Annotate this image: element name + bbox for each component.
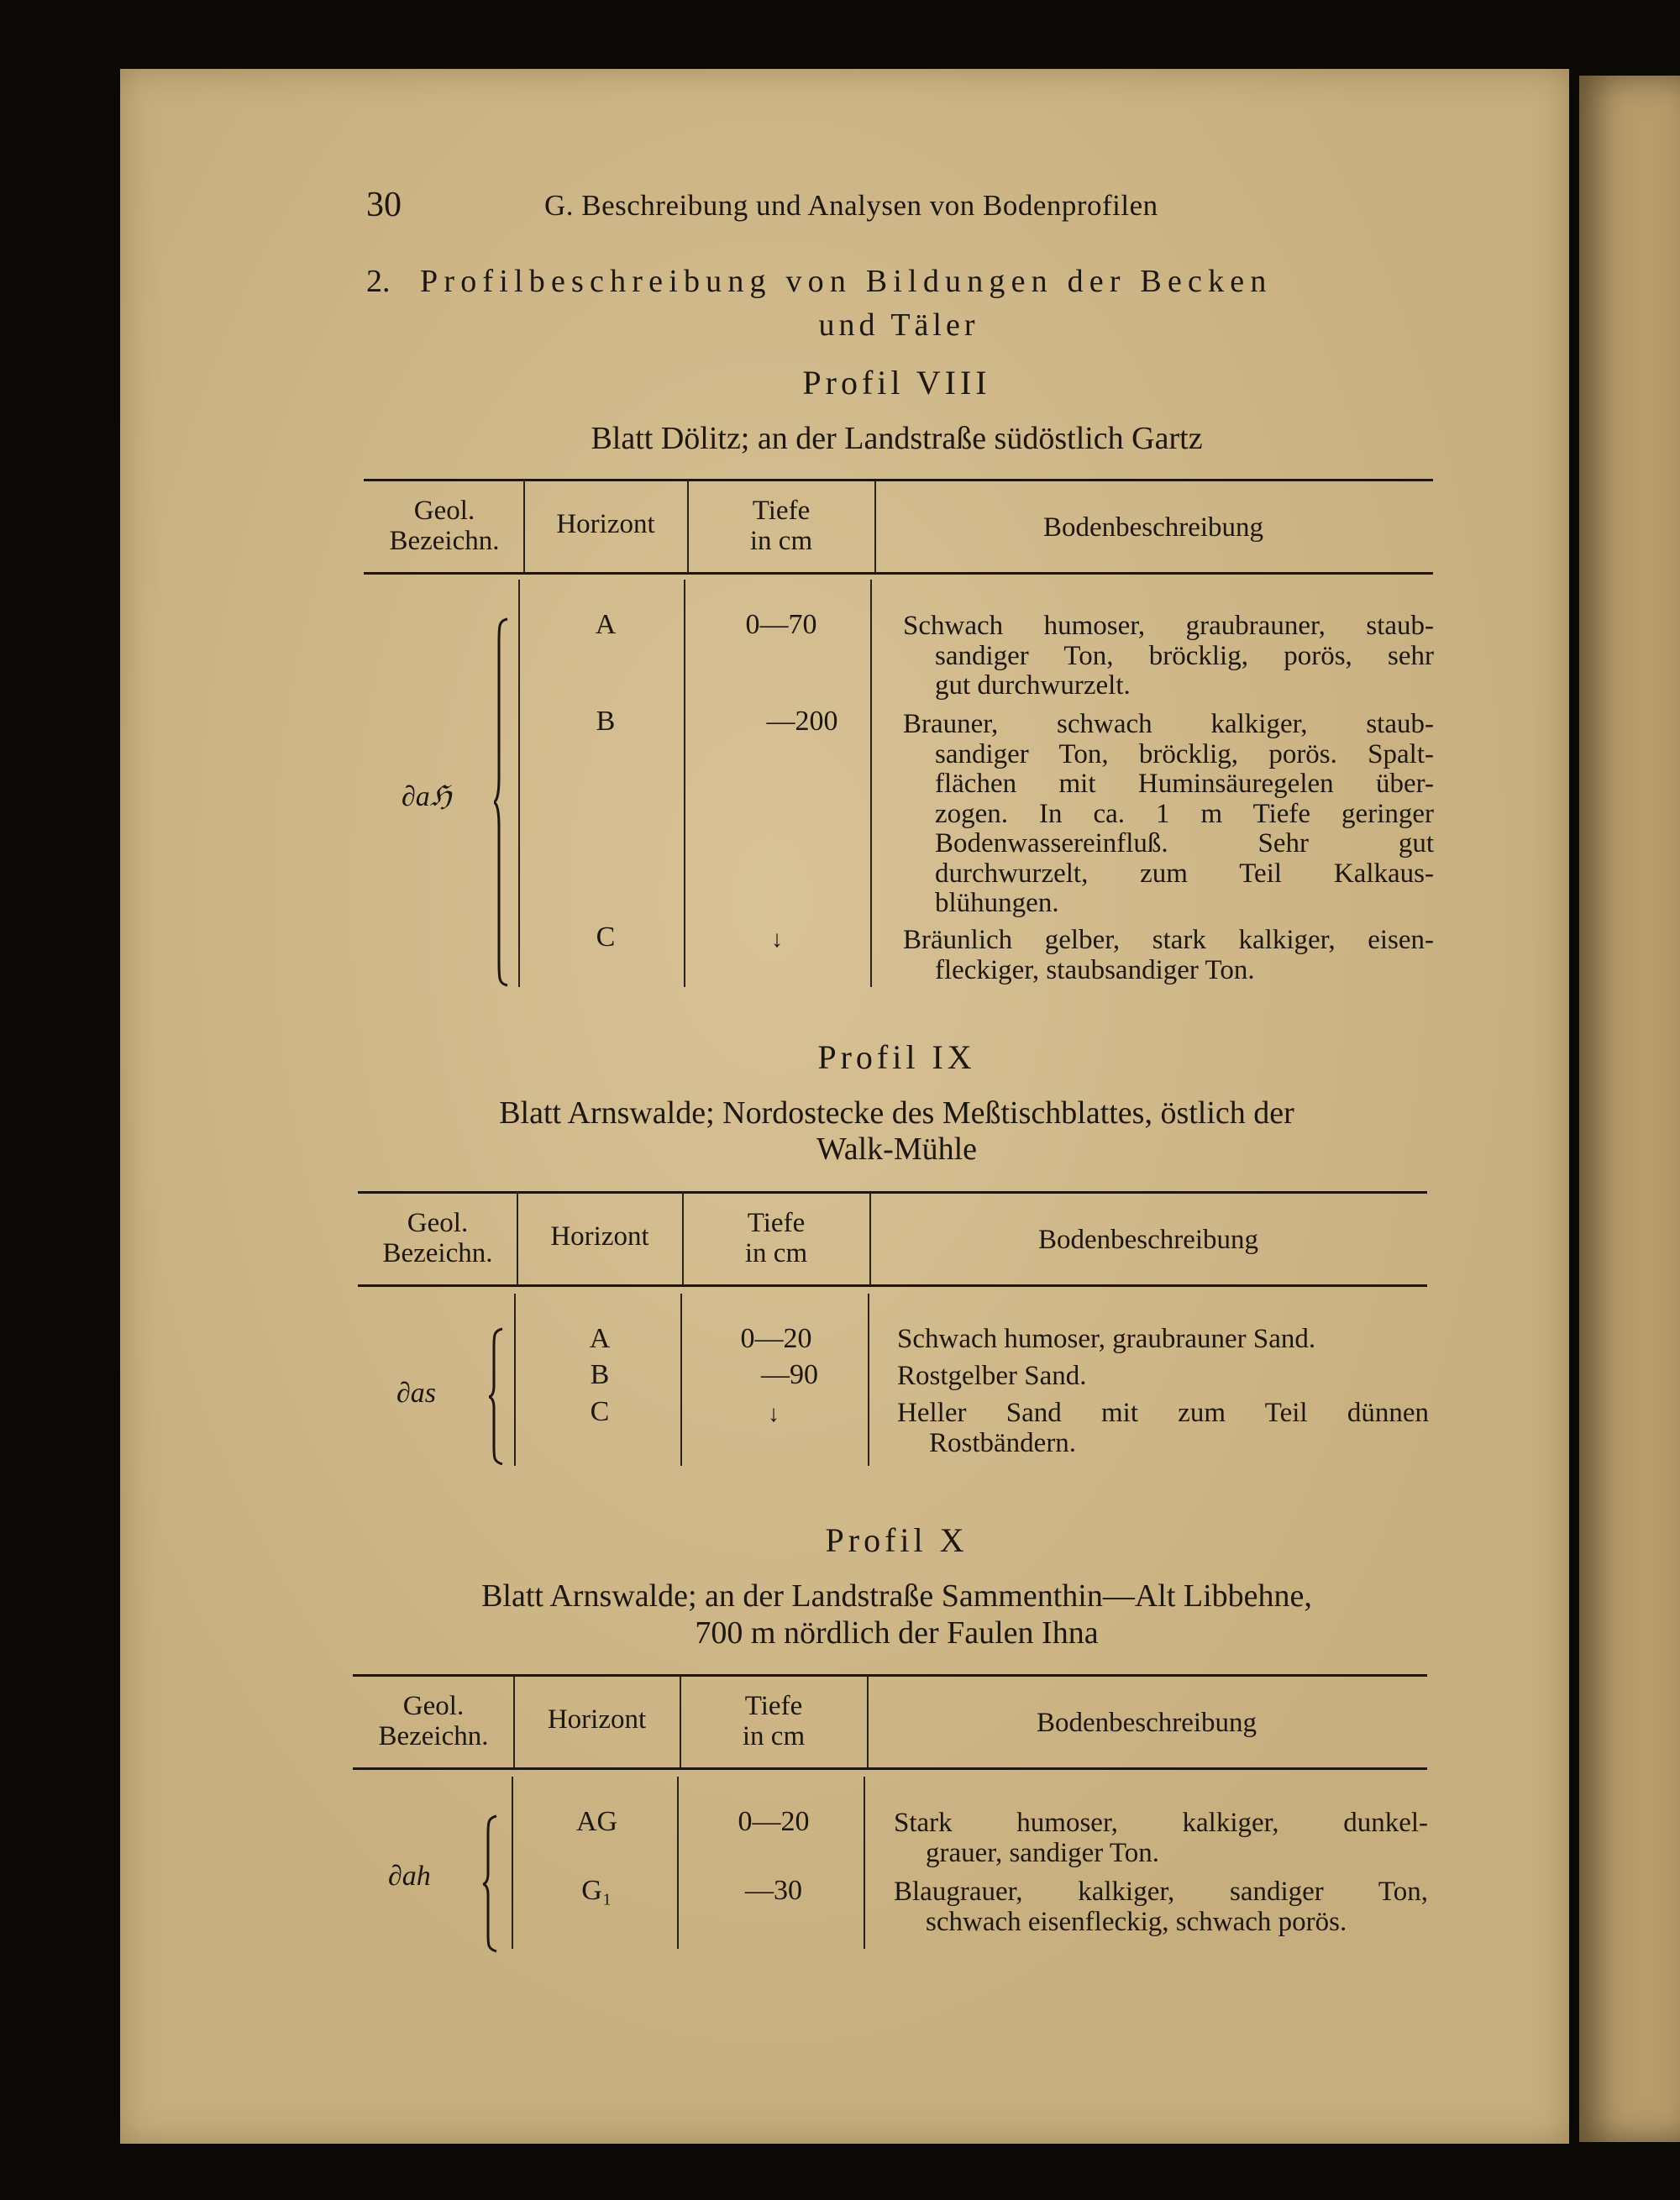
header-horizont: Horizont bbox=[547, 1704, 647, 1735]
horizont-cell: C bbox=[596, 921, 616, 953]
profile-title: Profil VIII bbox=[802, 364, 991, 402]
soil-description: Rostgelber Sand. bbox=[897, 1361, 1087, 1391]
header-geol: Geol. Bezeichn. bbox=[378, 1691, 489, 1751]
header-tiefe: Tiefe in cm bbox=[744, 1208, 808, 1268]
header-bodenbeschreibung: Bodenbeschreibung bbox=[1042, 512, 1264, 543]
horizont-cell: B bbox=[590, 1359, 610, 1390]
header-tiefe: Tiefe in cm bbox=[742, 1691, 806, 1751]
tiefe-cell: 0—70 bbox=[745, 609, 817, 640]
horizont-cell: A bbox=[595, 609, 617, 640]
soil-description: Stark humoser, kalkiger, dunkel- grauer, sandiger Ton. bbox=[894, 1808, 1428, 1868]
profile-location: Blatt Arnswalde; Nordostecke des Meßtischblattes, östlich der bbox=[499, 1095, 1294, 1131]
header-tiefe: Tiefe in cm bbox=[749, 496, 813, 556]
column-divider bbox=[864, 1777, 865, 1949]
tiefe-cell: —90 bbox=[761, 1359, 818, 1390]
soil-description: Bräunlich gelber, stark kalkiger, eisen- fleckiger, staubsandiger Ton. bbox=[903, 925, 1434, 985]
header-geol: Geol. Bezeichn. bbox=[382, 1208, 493, 1268]
tiefe-cell: 0—20 bbox=[738, 1806, 810, 1837]
horizont-cell: B bbox=[596, 706, 616, 737]
header-geol: Geol. Bezeichn. bbox=[389, 496, 500, 556]
profile-location: Blatt Dölitz; an der Landstraße südöstlich Gartz bbox=[591, 421, 1203, 456]
header-bodenbeschreibung: Bodenbeschreibung bbox=[1036, 1708, 1257, 1738]
tiefe-cell: —30 bbox=[745, 1875, 802, 1906]
soil-description: Blaugrauer, kalkiger, sandiger Ton, schwach eisenfleckig, schwach porös. bbox=[894, 1877, 1428, 1937]
column-divider bbox=[512, 1777, 513, 1949]
geol-symbol: ∂ah bbox=[388, 1861, 431, 1892]
horizont-cell: G₁ bbox=[581, 1875, 612, 1906]
column-divider bbox=[518, 580, 520, 987]
horizont-cell: AG bbox=[575, 1806, 618, 1837]
curly-brace bbox=[494, 617, 511, 987]
profile-title: Profil IX bbox=[817, 1038, 976, 1076]
running-head: G. Beschreibung und Analysen von Bodenprofilen bbox=[544, 189, 1158, 222]
arrow-down-icon: ↓ bbox=[771, 927, 783, 953]
tiefe-cell: —200 bbox=[766, 706, 838, 737]
header-horizont: Horizont bbox=[556, 509, 655, 539]
section-title-line1: Profilbeschreibung von Bildungen der Becken bbox=[420, 264, 1273, 299]
horizont-cell: C bbox=[590, 1396, 610, 1427]
tiefe-cell: 0—20 bbox=[740, 1323, 812, 1354]
profile-location: Blatt Arnswalde; an der Landstraße Sammenthin—Alt Libbehne, bbox=[481, 1578, 1312, 1614]
geol-symbol: ∂as bbox=[396, 1378, 437, 1409]
column-divider bbox=[677, 1777, 679, 1949]
arrow-down-icon: ↓ bbox=[768, 1401, 780, 1427]
profile-location: 700 m nördlich der Faulen Ihna bbox=[695, 1615, 1099, 1651]
soil-description: Schwach humoser, graubrauner Sand. bbox=[897, 1324, 1316, 1354]
profile-title: Profil X bbox=[825, 1521, 969, 1559]
section-title-line2: und Täler bbox=[818, 307, 979, 343]
soil-description: Heller Sand mit zum Teil dünnen Rostbändern. bbox=[897, 1398, 1429, 1458]
soil-description: Brauner, schwach kalkiger, staub- sandiger Ton, bröcklig, porös. Spalt- flächen mit Huminsäuregelen über- zogen. In ca. 1 m Tiefe geringer Bodenwassereinfluß. Sehr gut durchwurzelt, zum Teil Kalkaus- blühungen. bbox=[903, 709, 1434, 918]
curly-brace bbox=[483, 1814, 500, 1953]
header-horizont: Horizont bbox=[550, 1221, 649, 1252]
profile-location: Walk-Mühle bbox=[816, 1132, 978, 1167]
geol-symbol: ∂aℌ bbox=[402, 781, 452, 812]
section-number: 2. bbox=[366, 264, 391, 299]
column-divider bbox=[514, 1294, 516, 1466]
page-number: 30 bbox=[366, 186, 402, 224]
header-bodenbeschreibung: Bodenbeschreibung bbox=[1037, 1225, 1259, 1255]
soil-description: Schwach humoser, graubrauner, staub- sandiger Ton, bröcklig, porös, sehr gut durchwurzelt. bbox=[903, 611, 1434, 701]
curly-brace bbox=[489, 1327, 506, 1466]
horizont-cell: A bbox=[589, 1323, 611, 1354]
adjacent-page-edge bbox=[1579, 76, 1680, 2142]
